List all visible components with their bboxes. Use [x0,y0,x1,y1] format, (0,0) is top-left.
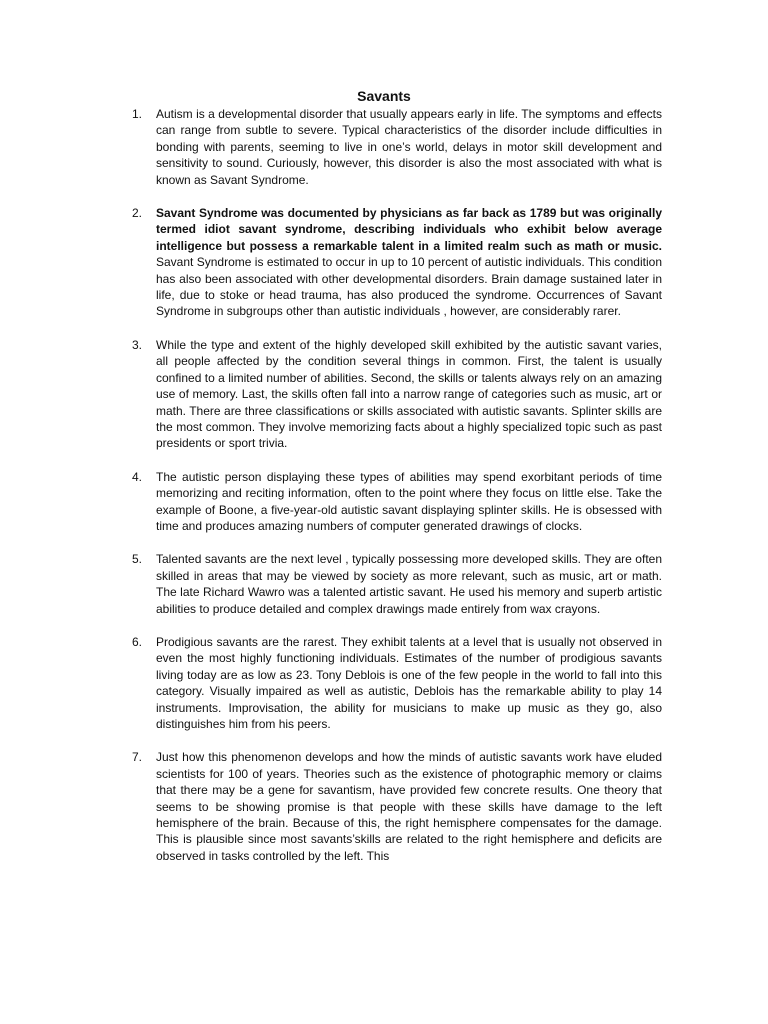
list-item [132,749,662,864]
item-text: Savant Syndrome is estimated to occur in up to 10 percent of autistic individuals. This condition has also been associated with other developmental disorders. Brain damage sustained later in life, due to stoke or head trauma, has also produced the syndrome. Occurrences of Savant Syndrome in subgroups other than autistic individuals , however, are considerably rarer. [156,255,662,319]
item-number: 6. [132,634,143,649]
item-bold-text: Savant Syndrome was documented by physicians as far back as 1789 but was originally termed idiot savant syndrome, describing individuals who exhibit below average intelligence but possess a remarkable talent in a limited realm such as math or music. [156,206,662,253]
numbered-list [132,106,662,881]
item-text: The autistic person displaying these types of abilities may spend exorbitant periods of time memorizing and reciting information, often to the point where they focus on little else. Take the example of Boone, a five-year-old autistic savant displaying splinter skills. He is obsessed with time and produces amazing numbers of computer generated drawings of clocks. [156,469,662,533]
item-text: While the type and extent of the highly developed skill exhibited by the autistic savant varies, all people affected by the condition several things in common. First, the talent is usually confined to a limited number of abilities. Second, the skills or talents always rely on an amazing use of memory. Last, the skills often fall into a narrow range of categories such as music, art or math. There are three classifications or skills associated with autistic savants. Splinter skills are the most common. They involve memorizing facts about a highly specialized topic such as past presidents or sport trivia. [156,337,662,451]
item-number: 3. [132,337,143,352]
item-text-block [156,337,662,452]
item-text: Talented savants are the next level , typically possessing more developed skills. They are often skilled in areas that may be viewed by society as more relevant, such as music, art or math. The late Richard Wawro was a talented artistic savant. He used his memory and superb artistic abilities to produce detailed and complex drawings made entirely from wax crayons. [156,552,662,616]
item-text-block [156,634,662,732]
item-number: 2. [132,206,143,221]
list-item [132,551,662,617]
item-text-block [156,469,662,535]
item-number: 7. [132,750,143,765]
item-text-block [156,749,662,864]
item-text: Prodigious savants are the rarest. They exhibit talents at a level that is usually not observed in even the most highly functioning individuals. Estimates of the number of prodigious savants living today are as low as 23. Tony Deblois is one of the few people in the world to fall into this category. Visually impaired as well as autistic, Deblois has the remarkable ability to play 14 instruments. Improvisation, the ability for musicians to make up music as they go, also distinguishes him from his peers. [156,634,662,731]
item-text-block [156,205,662,320]
item-text: Autism is a developmental disorder that usually appears early in life. The symptoms and effects can range from subtle to severe. Typical characteristics of the disorder include difficulties in bonding with parents, seeming to live in one’s world, delays in motor skill development and sensitivity to sound. Curiously, however, this disorder is also the most associated with what is known as Savant Syndrome. [156,107,662,187]
item-text: Just how this phenomenon develops and how the minds of autistic savants work have eluded scientists for 100 of years. Theories such as the existence of photographic memory or claims that there may be a gene for savantism, have provided few concrete results. One theory that seems to be showing promise is that people with these skills have damage to the left hemisphere of the brain. Because of this, the right hemisphere compensates for the damage. This is plausible since most savants’skills are related to the right hemisphere and deficits are observed in tasks controlled by the left. This [156,750,662,863]
item-number: 4. [132,469,143,484]
item-text-block [156,106,662,188]
list-item [132,469,662,535]
list-item [132,106,662,188]
item-text-block [156,551,662,617]
list-item [132,634,662,732]
item-number: 5. [132,552,143,567]
list-item [132,205,662,320]
item-number: 1. [132,107,143,121]
list-item [132,337,662,452]
document-title: Savants [357,88,411,104]
